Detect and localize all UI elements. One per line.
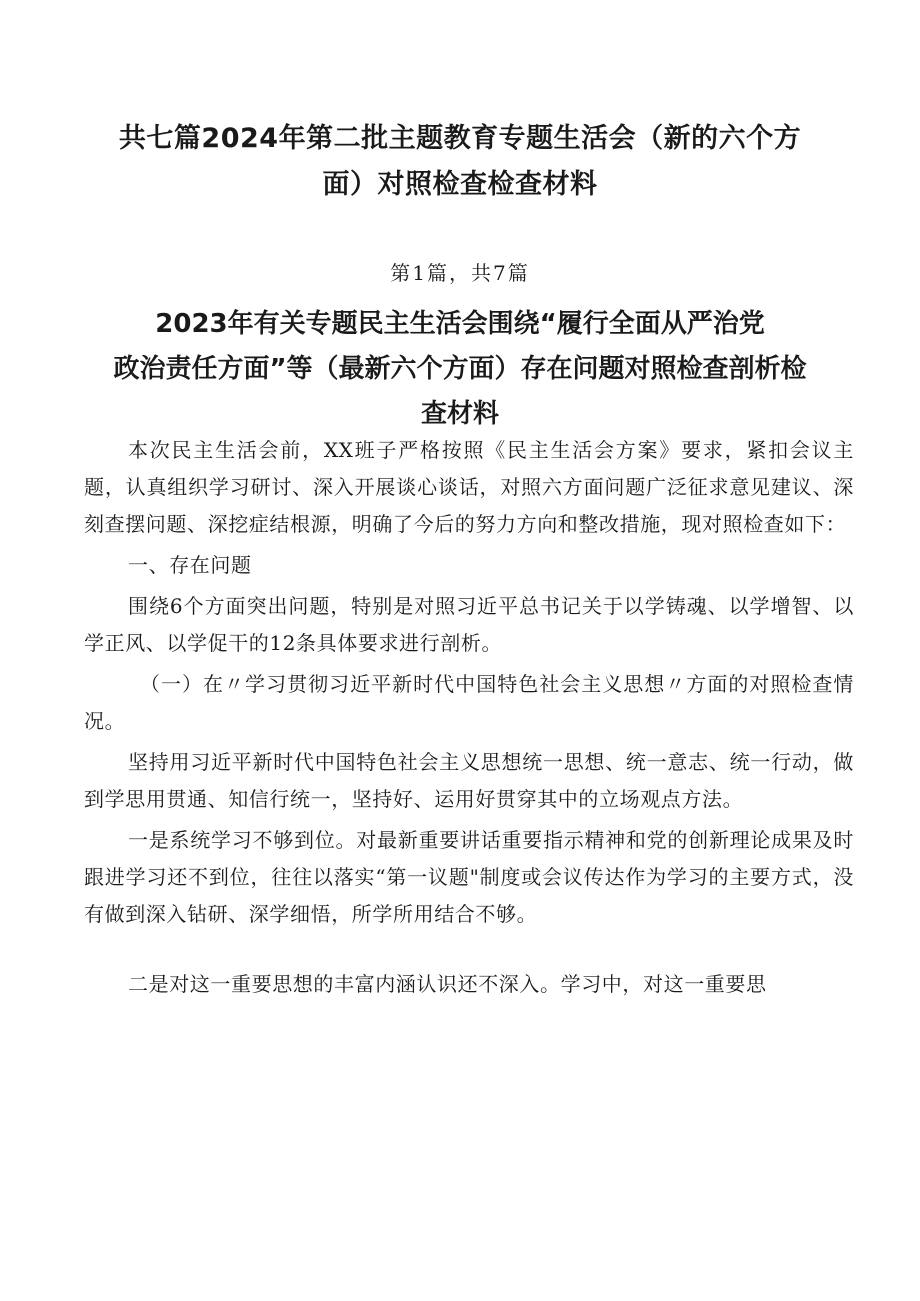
problems-overview-paragraph: 围绕6个方面突出问题，特别是对照习近平总书记关于以学铸魂、以学增智、以学正风、以学促干的12条具体要求进行剖析。 [84,594,854,655]
document-title-line-2: 面）对照检查检查材料 [322,169,598,200]
document-body [84,432,854,1003]
subsection-heading-1: （一）在〃学习贯彻习近平新时代中国特色社会主义思想〃方面的对照检查情况。 [84,672,854,733]
subsection-1-paragraph: 坚持用习近平新时代中国特色社会主义思想统一思想、统一意志、统一行动，做到学思用贯通、知信行统一，坚持好、运用好贯穿其中的立场观点方法。 [84,750,854,811]
section-heading-problems: 一、存在问题 [128,553,252,577]
article-title-line-2: 政治责任方面”等（最新六个方面）存在问题对照检查剖析检 [113,354,807,384]
article-title-line-3: 查材料 [420,399,499,429]
document-title [100,116,820,208]
article-title [95,302,825,437]
article-number: 第1篇，共7篇 [390,261,530,285]
point-2-paragraph: 二是对这一重要思想的丰富内涵认识还不深入。学习中，对这一重要思 [128,972,767,996]
document-title-line-1: 共七篇2024年第二批主题教育专题生活会（新的六个方 [118,123,802,154]
article-title-line-1: 2023年有关专题民主生活会围绕“履行全面从严治党 [155,309,765,339]
intro-paragraph: 本次民主生活会前，XX班子严格按照《民主生活会方案》要求，紧扣会议主题，认真组织学习研讨、深入开展谈心谈话，对照六方面问题广泛征求意见建议、深刻查摆问题、深挖症结根源，明确了今后的努力方向和整改措施，现对照检查如下： [84,438,854,536]
point-1-paragraph: 一是系统学习不够到位。对最新重要讲话重要指示精神和党的创新理论成果及时跟进学习还不到位，往往以落实“第一议题"制度或会议传达作为学习的主要方式，没有做到深入钻研、深学细悟，所学所用结合不够。 [84,828,854,926]
